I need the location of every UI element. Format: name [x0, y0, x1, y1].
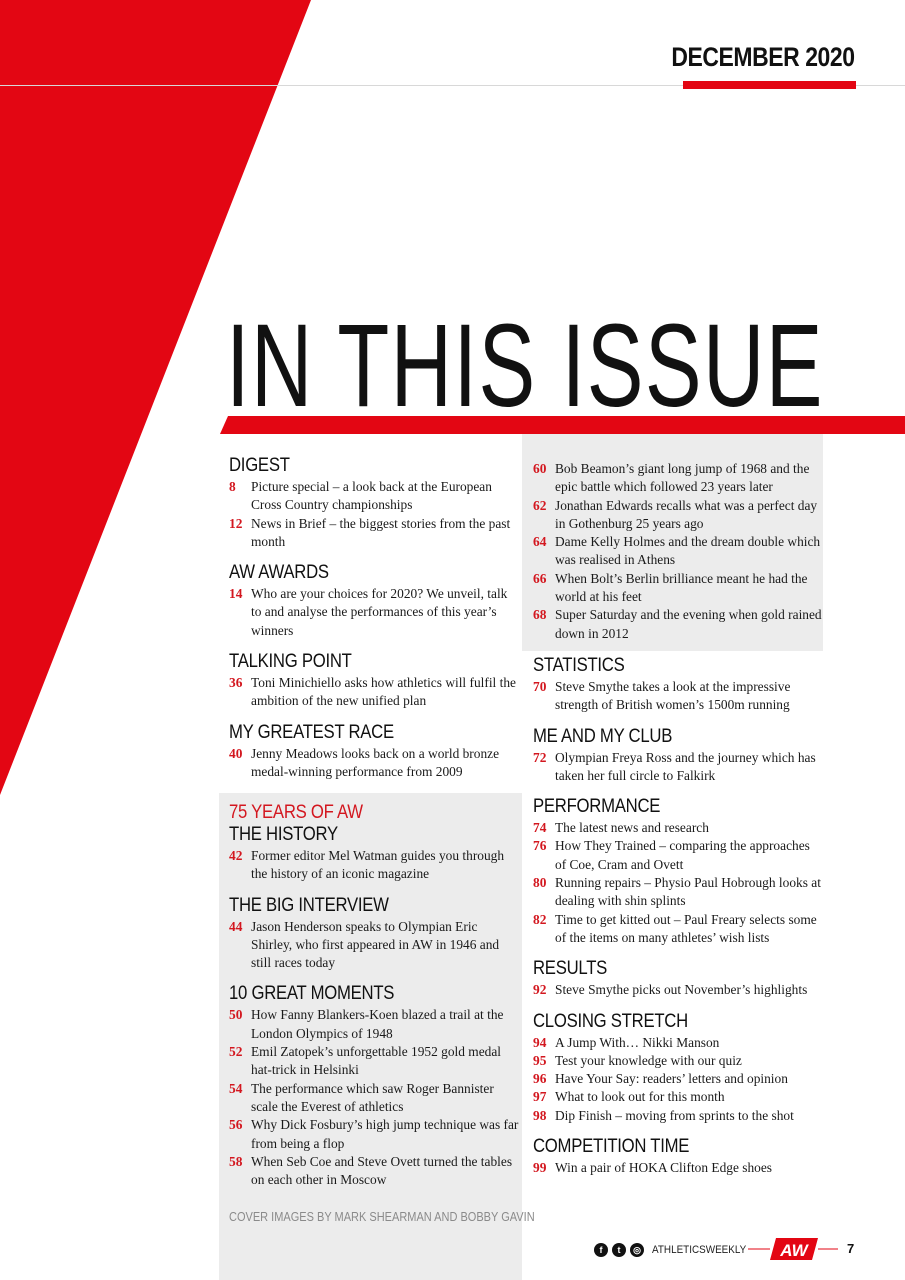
toc-section: [229, 563, 519, 640]
toc-section: [533, 727, 823, 786]
toc-item-text: Picture special – a look back at the European Cross Country championships: [251, 479, 492, 513]
page-number-ref: 97: [533, 1089, 547, 1105]
toc-item: [533, 533, 823, 570]
page-number-ref: 58: [229, 1153, 243, 1169]
section-heading: RESULTS: [533, 958, 608, 980]
page-number-ref: 99: [533, 1160, 547, 1176]
page-number-ref: 92: [533, 982, 547, 998]
toc-section: [229, 652, 519, 711]
social-handle: ATHLETICSWEEKLY: [652, 1244, 747, 1256]
date-underline: [683, 81, 856, 89]
instagram-icon[interactable]: ◎: [630, 1243, 644, 1257]
page-number-ref: 60: [533, 461, 547, 476]
toc-item-text: Jonathan Edwards recalls what was a perfect day in Gothenburg 25 years ago: [555, 497, 818, 531]
toc-item: [533, 1070, 823, 1088]
toc-item: [229, 847, 519, 884]
page-number-ref: 76: [533, 838, 547, 854]
toc-item: [229, 918, 519, 973]
page-number-ref: 70: [533, 679, 547, 694]
page-number-ref: 56: [229, 1117, 243, 1133]
right-column: [533, 656, 823, 1189]
section-heading: DIGEST: [229, 455, 290, 476]
toc-item: [533, 837, 823, 874]
page-number-ref: 8: [229, 479, 236, 494]
toc-section: [229, 456, 519, 551]
facebook-icon[interactable]: f: [594, 1243, 608, 1257]
toc-item: [533, 1159, 823, 1177]
toc-item: [229, 585, 519, 640]
toc-item: [229, 1006, 519, 1043]
toc-section: [229, 723, 519, 782]
toc-item-text: The latest news and research: [555, 820, 709, 836]
toc-item-text: Dip Finish – moving from sprints to the shot: [555, 1107, 794, 1123]
toc-item-text: Who are your choices for 2020? We unveil, talk to and analyse the performances of this year’s winners: [251, 586, 508, 638]
cover-credit: COVER IMAGES BY MARK SHEARMAN AND BOBBY GAVIN: [229, 1210, 535, 1224]
page-number-ref: 74: [533, 820, 547, 836]
twitter-icon[interactable]: t: [612, 1243, 626, 1257]
toc-section: [533, 959, 823, 999]
toc-item-text: A Jump With… Nikki Manson: [555, 1034, 720, 1050]
toc-item-text: When Seb Coe and Steve Ovett turned the tables on each other in Moscow: [251, 1153, 513, 1188]
toc-item-text: Steve Smythe takes a look at the impressive strength of British women’s 1500m running: [555, 679, 791, 713]
section-kicker: 75 YEARS OF AW: [229, 802, 363, 823]
toc-item: [533, 460, 823, 497]
toc-item-text: Have Your Say: readers’ letters and opinion: [555, 1071, 788, 1087]
page-title: IN THIS ISSUE: [226, 300, 824, 432]
toc-item: [533, 1052, 823, 1070]
toc-item-text: Running repairs – Physio Paul Hobrough looks at dealing with shin splints: [555, 875, 821, 909]
toc-item-text: What to look out for this month: [555, 1089, 725, 1105]
toc-item: [229, 1043, 519, 1080]
toc-item: [533, 606, 823, 643]
section-heading: PERFORMANCE: [533, 796, 661, 818]
toc-section: [533, 1137, 823, 1177]
toc-item: [533, 1034, 823, 1052]
page-number-ref: 40: [229, 745, 243, 761]
section-heading: COMPETITION TIME: [533, 1136, 690, 1158]
page-number-ref: 95: [533, 1052, 547, 1068]
footer-social: [594, 1238, 757, 1262]
page-number-ref: 14: [229, 586, 243, 602]
toc-item-text: Super Saturday and the evening when gold rained down in 2012: [555, 607, 822, 641]
toc-item-text: When Bolt’s Berlin brilliance meant he had the world at his feet: [555, 570, 808, 605]
page-number-ref: 68: [533, 607, 547, 623]
section-heading: AW AWARDS: [229, 562, 329, 584]
page-number-ref: 94: [533, 1034, 547, 1050]
toc-item: [533, 874, 823, 911]
toc-item: [533, 1107, 823, 1125]
toc-item-text: Steve Smythe picks out November’s highlights: [555, 982, 808, 998]
toc-item: [533, 678, 823, 715]
page-number-ref: 42: [229, 848, 243, 863]
toc-item: [229, 1153, 519, 1190]
page-number-ref: 44: [229, 918, 243, 934]
toc-item-text: Bob Beamon’s giant long jump of 1968 and the epic battle which followed 23 years later: [555, 461, 810, 495]
section-heading: TALKING POINT: [229, 651, 352, 673]
toc-item-text: Time to get kitted out – Paul Freary selects some of the items on many athletes’ wish lists: [555, 911, 817, 945]
page-number-ref: 82: [533, 911, 547, 927]
right-grey-list: [533, 460, 823, 643]
page-number-ref: 52: [229, 1044, 243, 1060]
toc-item: [229, 745, 519, 782]
left-column: [229, 456, 519, 793]
page-number-ref: 64: [533, 534, 547, 550]
toc-item: [229, 1080, 519, 1117]
section-heading: 10 GREAT MOMENTS: [229, 983, 395, 1005]
toc-item: [533, 981, 823, 999]
toc-section: [229, 984, 519, 1189]
toc-section: [533, 797, 823, 947]
toc-item: [533, 1088, 823, 1106]
toc-item-text: Toni Minichiello asks how athletics will fulfil the ambition of the new unified plan: [251, 675, 516, 709]
toc-section: [533, 656, 823, 715]
page-number-ref: 66: [533, 570, 547, 586]
page-number-ref: 62: [533, 497, 547, 513]
toc-item-text: News in Brief – the biggest stories from the past month: [251, 515, 511, 549]
toc-item: [533, 911, 823, 948]
toc-item: [533, 749, 823, 786]
toc-item-text: Why Dick Fosbury’s high jump technique was far from being a flop: [251, 1117, 519, 1151]
logo-text: AW: [780, 1241, 808, 1260]
toc-item-text: Jenny Meadows looks back on a world bronze medal-winning performance from 2009: [251, 745, 500, 779]
page-number-ref: 12: [229, 515, 243, 531]
toc-item-text: Emil Zatopek’s unforgettable 1952 gold medal hat-trick in Helsinki: [251, 1044, 502, 1078]
toc-section: [229, 803, 519, 884]
toc-item: [533, 570, 823, 607]
feature-column: [229, 803, 519, 1201]
page-number: 7: [847, 1241, 855, 1256]
page-number-ref: 50: [229, 1007, 243, 1023]
toc-item-text: How They Trained – comparing the approaches of Coe, Cram and Ovett: [555, 838, 810, 872]
page-number-ref: 98: [533, 1107, 547, 1123]
section-heading: THE HISTORY: [229, 824, 338, 845]
toc-item-text: Former editor Mel Watman guides you through the history of an iconic magazine: [251, 848, 505, 882]
toc-item: [533, 819, 823, 837]
toc-section: [533, 1012, 823, 1125]
toc-item: [533, 497, 823, 534]
toc-item-text: Jason Henderson speaks to Olympian Eric Shirley, who first appeared in AW in 1946 and still races today: [251, 918, 500, 971]
page-number-ref: 36: [229, 675, 243, 691]
toc-item: [229, 1116, 519, 1153]
toc-item-text: Olympian Freya Ross and the journey which has taken her full circle to Falkirk: [555, 749, 816, 783]
toc-item: [229, 674, 519, 711]
section-heading: ME AND MY CLUB: [533, 725, 673, 747]
toc-item-text: Dame Kelly Holmes and the dream double which was realised in Athens: [555, 534, 821, 568]
issue-date: DECEMBER 2020: [671, 42, 855, 72]
section-heading: MY GREATEST RACE: [229, 721, 394, 743]
page-number-ref: 96: [533, 1071, 547, 1087]
toc-item-text: How Fanny Blankers-Koen blazed a trail at the London Olympics of 1948: [251, 1007, 504, 1041]
page-number-ref: 72: [533, 749, 547, 765]
toc-item-text: The performance which saw Roger Bannister scale the Everest of athletics: [251, 1080, 494, 1114]
section-heading: CLOSING STRETCH: [533, 1010, 688, 1032]
page-number-ref: 80: [533, 875, 547, 891]
page-number-ref: 54: [229, 1080, 243, 1096]
toc-item-text: Win a pair of HOKA Clifton Edge shoes: [555, 1160, 773, 1176]
toc-item: [229, 478, 519, 515]
aw-logo: [748, 1236, 838, 1262]
section-heading: STATISTICS: [533, 655, 625, 676]
section-heading: THE BIG INTERVIEW: [229, 894, 389, 916]
toc-item-text: Test your knowledge with our quiz: [555, 1052, 742, 1068]
toc-section: [229, 896, 519, 973]
toc-item: [229, 515, 519, 552]
